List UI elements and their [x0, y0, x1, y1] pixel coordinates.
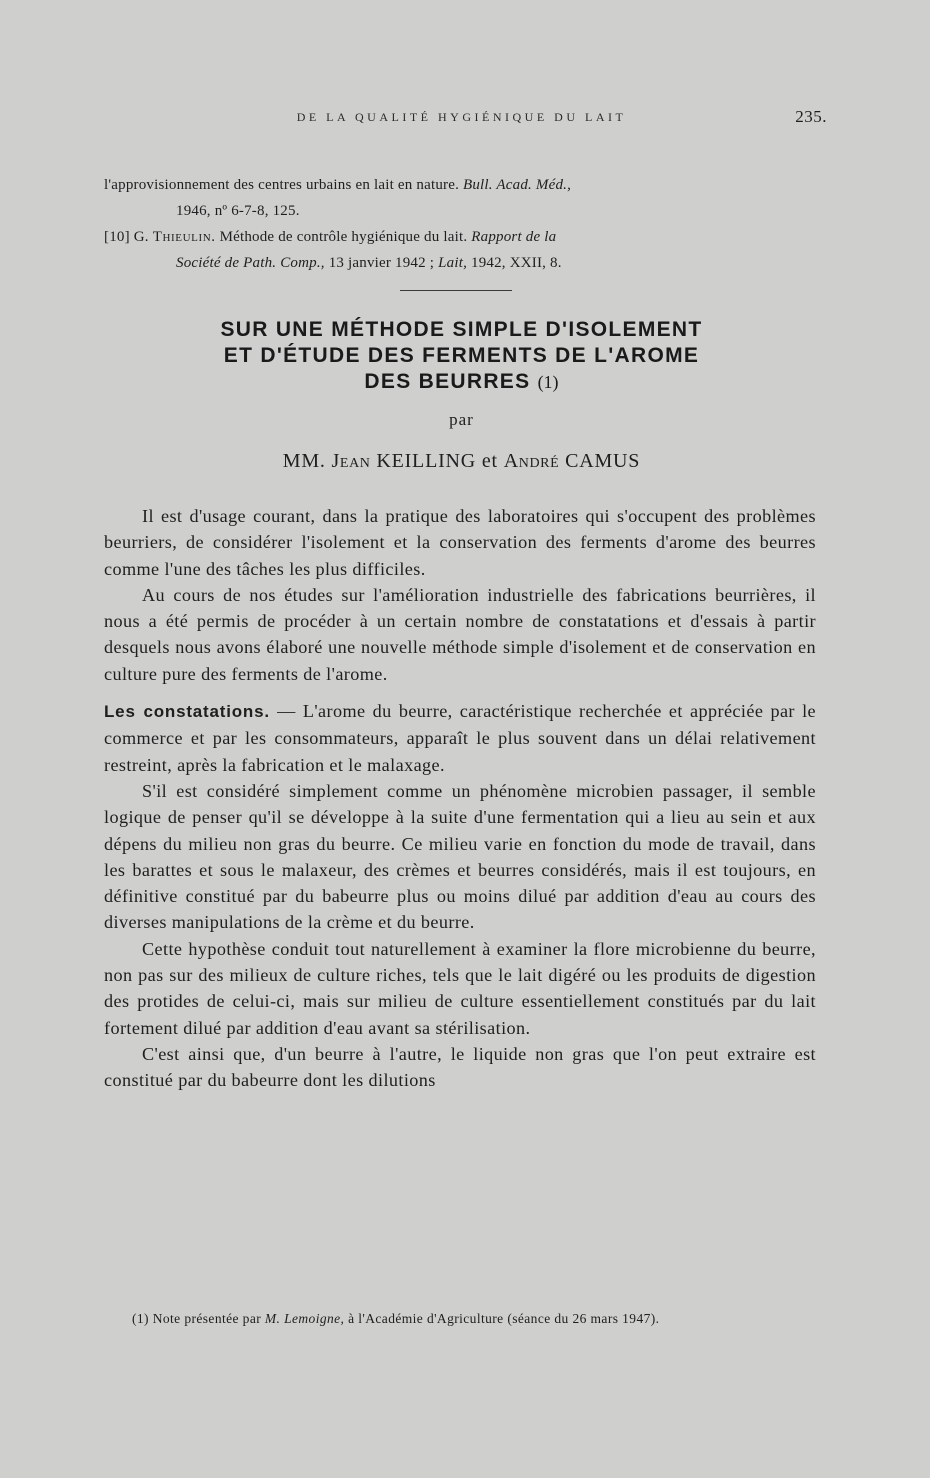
reference-10-title: Méthode de contrôle hygiénique du lait. — [219, 229, 468, 245]
footnote — [104, 1308, 816, 1330]
paragraph-4: S'il est considéré simplement comme un phénomène microbien passager, il semble logique de penser qu'il se développe à la suite d'une fermentation qui a lieu au sein et aux dépens du milieu non gras du beurre. Ce milieu varie en fonction du mode de travail, dans les barattes et sous le malaxeur, des crèmes et beurres considérés, mais il est toujours, en définitive constitué par du babeurre plus ou moins dilué par addition d'eau au cours des diverses manipulations de la crème et du beurre. — [104, 780, 816, 933]
section-divider — [400, 290, 512, 291]
reference-9 — [104, 172, 819, 198]
author-2-first-name: André — [503, 450, 560, 472]
article-title — [104, 317, 819, 395]
reference-9-journal: Bull. Acad. Méd., — [462, 177, 572, 193]
authors — [104, 450, 819, 473]
footnote-marker: (1) Note présentée par — [132, 1311, 262, 1326]
author-1-first-name: Jean — [331, 450, 371, 472]
reference-10-volume: 1942, XXII, 8. — [471, 255, 562, 271]
authors-prefix: MM. — [282, 450, 326, 472]
authors-and: et — [481, 450, 498, 472]
reference-10-publication: Rapport de la — [471, 229, 557, 245]
page-number: 235. — [795, 107, 827, 126]
reference-10-number: [10] G. — [104, 229, 149, 245]
article-title-line-1: SUR UNE MÉTHODE SIMPLE D'ISOLEMENT — [220, 318, 703, 341]
article-title-line-3-text: DES BEURRES — [364, 370, 531, 393]
article-title-line-2: ET D'ÉTUDE DES FERMENTS DE L'AROME — [223, 344, 700, 367]
footnote-text: à l'Académie d'Agriculture (séance du 26 mars 1947). — [348, 1311, 660, 1326]
author-2-last-name: CAMUS — [565, 450, 641, 472]
reference-10-author: Thieulin. — [152, 229, 216, 245]
paragraph-2: Au cours de nos études sur l'amélioration industrielle des fabrications beurrières, il nous a été permis de procéder à un certain nombre de constatations et d'essais à partir desquels nous avons élaboré une nouvelle méthode simple d'isolement et de conservation en culture pure des ferments de l'arome. — [104, 584, 816, 684]
paragraph-3 — [104, 698, 816, 778]
byline-par: par — [449, 410, 474, 429]
paragraph-5: Cette hypothèse conduit tout naturellement à examiner la flore microbienne du beurre, non pas sur des milieux de culture riches, tels que le lait digéré ou les produits de digestion des protides de celui-ci, mais sur milieu de culture essentiellement constitués par du lait fortement dilué par addition d'eau avant sa stérilisation. — [104, 938, 816, 1038]
footnote-reference: (1) — [537, 372, 559, 392]
reference-10-line2 — [104, 250, 819, 276]
author-1-last-name: KEILLING — [376, 450, 477, 472]
footnote-1 — [104, 1308, 816, 1330]
footnote-presenter: M. Lemoigne, — [264, 1311, 345, 1326]
reference-10-publication-cont: Société de Path. Comp., — [176, 255, 325, 271]
running-head-title: DE LA QUALITÉ HYGIÉNIQUE DU LAIT — [296, 110, 627, 124]
reference-9-text: l'approvisionnement des centres urbains en lait en nature. — [104, 177, 460, 193]
reference-10 — [104, 224, 819, 250]
paragraph-3-text: — L'arome du beurre, caractéristique recherchée et appréciée par le commerce et par les consommateurs, apparaît le plus souvent dans un délai relativement restreint, après la fabrication et le malaxage. — [104, 701, 816, 775]
article-title-line-3 — [104, 369, 819, 395]
section-gap — [104, 687, 816, 698]
reference-10-journal: Lait, — [438, 255, 468, 271]
reference-10-date: 13 janvier 1942 ; — [328, 255, 435, 271]
paragraph-1: Il est d'usage courant, dans la pratique des laboratoires qui s'occupent des problèmes beurriers, de considérer l'isolement et la conservation des ferments d'arome des beurres comme l'une des tâches les plus difficiles. — [104, 506, 816, 579]
references-continued — [104, 172, 819, 276]
running-head — [104, 107, 827, 130]
section-heading: Les constatations. — [104, 702, 270, 722]
article-body — [104, 503, 816, 1094]
paragraph-6: C'est ainsi que, d'un beurre à l'autre, le liquide non gras que l'on peut extraire est constitué par du babeurre dont les dilutions — [104, 1043, 816, 1091]
reference-9-line2 — [104, 198, 819, 224]
reference-9-volume: 1946, nº 6-7-8, 125. — [176, 203, 300, 219]
